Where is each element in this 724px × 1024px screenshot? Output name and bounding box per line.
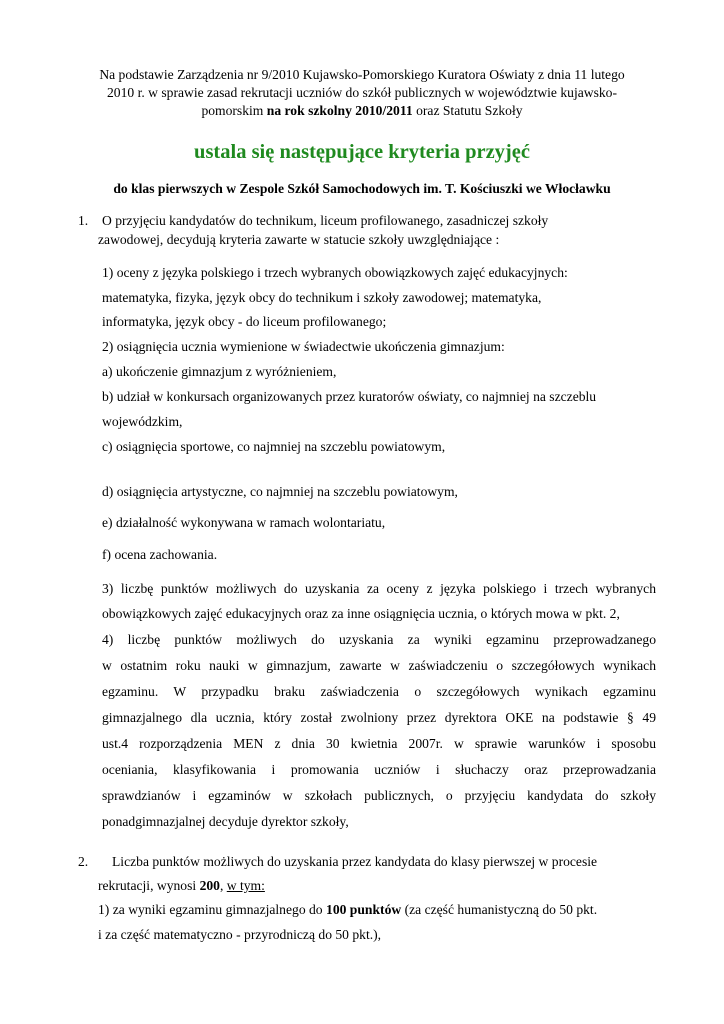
page-title: ustala się następujące kryteria przyjęć — [194, 141, 530, 163]
header-text: pomorskim — [201, 103, 267, 118]
section-1-number: 1. — [78, 213, 89, 228]
criterion-4-line-4: gimnazjalnego dla ucznia, który został zwolniony przez dyrektora OKE na podstawie § 49 — [102, 710, 656, 725]
header-line-2: 2010 r. w sprawie zasad rekrutacji uczniów do szkół publicznych w województwie kujawsko- — [107, 85, 617, 100]
section-1-intro-cont: zawodowej, decydują kryteria zawarte w statucie szkoły uwzględniające : — [98, 232, 500, 247]
criterion-2a: a) ukończenie gimnazjum z wyróżnieniem, — [102, 364, 337, 379]
exam-points-detail: (za część humanistyczną do 50 pkt. — [401, 902, 598, 917]
exam-points-cont: i za część matematyczno - przyrodniczą do 50 pkt.), — [98, 927, 382, 942]
section-2-in-this: w tym: — [226, 878, 265, 893]
criterion-3-cont: obowiązkowych zajęć edukacyjnych oraz za inne osiągnięcia ucznia, o których mowa w pkt. 2, — [102, 606, 620, 621]
header-line-1: Na podstawie Zarządzenia nr 9/2010 Kujawsko-Pomorskiego Kuratora Oświaty z dnia 11 lutego — [99, 67, 625, 82]
criterion-2c: c) osiągnięcia sportowe, co najmniej na szczeblu powiatowym, — [102, 439, 446, 454]
school-year: na rok szkolny 2010/2011 — [266, 103, 413, 118]
exam-points-label: 1) za wyniki egzaminu gimnazjalnego do — [98, 902, 327, 917]
criterion-2b: b) udział w konkursach organizowanych przez kuratorów oświaty, co najmniej na szczeblu — [102, 389, 597, 404]
criterion-2b-cont: wojewódzkim, — [102, 414, 183, 429]
section-2-total-label: rekrutacji, wynosi — [98, 878, 200, 893]
subtitle: do klas pierwszych w Zespole Szkół Samochodowych im. T. Kościuszki we Włocławku — [113, 181, 611, 196]
criterion-3: 3) liczbę punktów możliwych do uzyskania za oceny z języka polskiego i trzech wybranych — [102, 581, 656, 596]
criterion-1-cont-2: informatyka, język obcy - do liceum profilowanego; — [102, 314, 387, 329]
section-2-comma: , — [219, 878, 227, 893]
criterion-2d: d) osiągnięcia artystyczne, co najmniej na szczeblu powiatowym, — [102, 484, 458, 499]
criterion-4-line-8: ponadgimnazjalnej decyduje dyrektor szkoły, — [102, 814, 349, 829]
criterion-4: 4) liczbę punktów możliwych do uzyskania za wyniki egzaminu przeprowadzanego — [102, 632, 656, 647]
criterion-2e: e) działalność wykonywana w ramach wolontariatu, — [102, 515, 386, 530]
exam-points — [98, 901, 597, 919]
header-line-3 — [0, 102, 724, 120]
criterion-4-line-3: egzaminu. W przypadku braku zaświadczenia o szczegółowych wynikach egzaminu — [102, 684, 656, 699]
exam-points-value: 100 punktów — [326, 902, 402, 917]
section-1-intro: O przyjęciu kandydatów do technikum, liceum profilowanego, zasadniczej szkoły — [102, 213, 549, 228]
criterion-1: 1) oceny z języka polskiego i trzech wybranych obowiązkowych zajęć edukacyjnych: — [102, 265, 568, 280]
criterion-2: 2) osiągnięcia ucznia wymienione w świadectwie ukończenia gimnazjum: — [102, 339, 505, 354]
section-2-total — [98, 877, 265, 895]
header-text-end: oraz Statutu Szkoły — [412, 103, 523, 118]
section-2-text: Liczba punktów możliwych do uzyskania przez kandydata do klasy pierwszej w procesie — [112, 854, 598, 869]
criterion-4-line-6: oceniania, klasyfikowania i promowania uczniów i słuchaczy oraz przeprowadzania — [102, 762, 656, 777]
criterion-4-line-7: sprawdzianów i egzaminów w szkołach publicznych, o przyjęciu kandydata do szkoły — [102, 788, 656, 803]
total-points: 200 — [199, 878, 220, 893]
criterion-1-cont: matematyka, fizyka, język obcy do technikum i szkoły zawodowej; matematyka, — [102, 290, 542, 305]
criterion-4-line-2: w ostatnim roku nauki w gimnazjum, zawarte w zaświadczeniu o szczegółowych wynikach — [102, 658, 656, 673]
criterion-4-line-5: ust.4 rozporządzenia MEN z dnia 30 kwietnia 2007r. w sprawie warunków i sposobu — [102, 736, 656, 751]
section-2-number: 2. — [78, 854, 89, 869]
criterion-2f: f) ocena zachowania. — [102, 547, 218, 562]
